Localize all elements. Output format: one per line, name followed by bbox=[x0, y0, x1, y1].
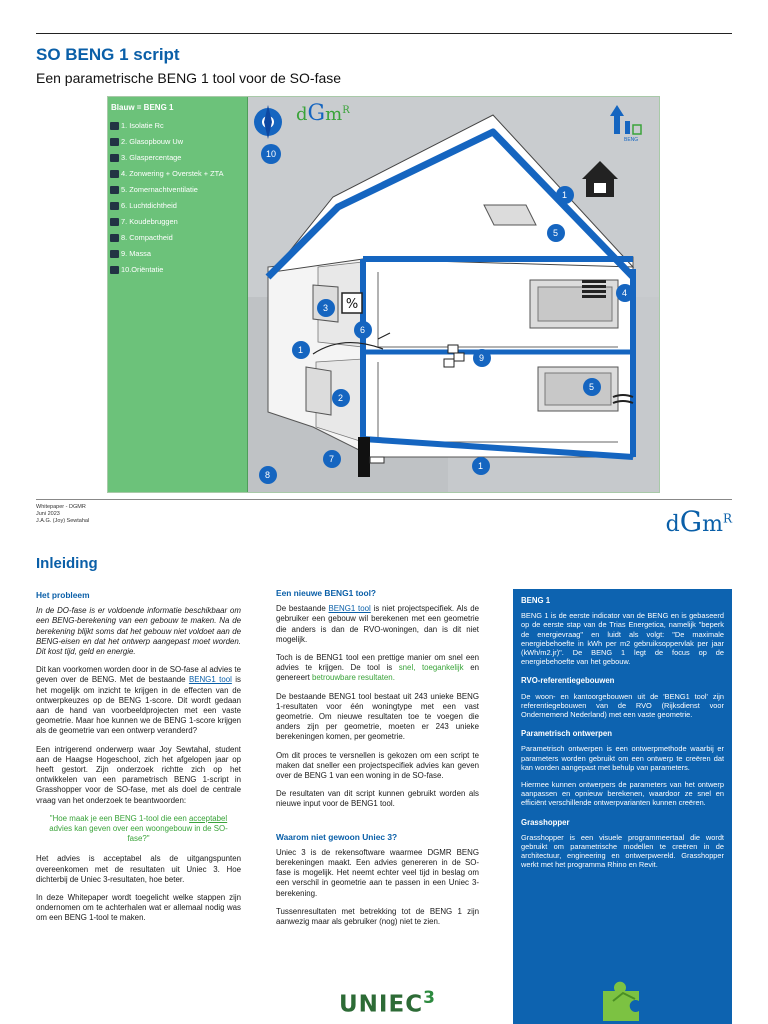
legend-item-koudebruggen: 7. Koudebruggen bbox=[110, 217, 178, 226]
marker-1-wall: 1 bbox=[298, 345, 304, 355]
section-heading: Inleiding bbox=[36, 555, 98, 572]
paragraph: De bestaande BENG1 tool is niet projectspecifiek. Als de gebruiker een gebouw wil berekenen met een geometrie die anders is dan de RVO-woningen, dan is dit niet mogelijk. bbox=[276, 604, 479, 644]
legend-title: Blauw = BENG 1 bbox=[111, 103, 174, 112]
compact-house-icon bbox=[110, 234, 119, 242]
sidebar-paragraph: Grasshopper is een visuele programmeertaal die wordt gebruikt om parametrische modellen te creëren in de architectuur, engineering en ontwerpwereld. Grasshopper werkt met het programma Rhino en Revit. bbox=[521, 832, 724, 870]
sidebar-paragraph: BENG 1 is de eerste indicator van de BENG en is gebaseerd op de eerste stap van de Trias Energetica, namelijk "beperk de energievraag" en luidt als volgt: "De maximale energiebehoefte in kWh per m2 gebruiksoppervlak per jaar (kWh/m2.jr)". De BENG 1 legt de focus op de energiebehoefte van het gebouw. bbox=[521, 611, 724, 667]
blinds-icon bbox=[110, 170, 119, 178]
document-meta: Whitepaper - DGMR Juni 2023 J.A.G. (Joy) Sewtahal bbox=[36, 504, 90, 524]
heading-nieuwe-tool: Een nieuwe BENG1 tool? bbox=[276, 588, 377, 598]
grasshopper-puzzle-icon bbox=[593, 971, 653, 1021]
sidebar-paragraph: Hiermee kunnen ontwerpers de parameters van het ontwerp aanpassen en opnieuw berekenen, waardoor ze snel en efficiënt verschillende ontwerpvarianten kunnen creëren. bbox=[521, 780, 724, 808]
marker-7: 7 bbox=[329, 454, 335, 464]
marker-1-roof: 1 bbox=[562, 190, 568, 200]
info-sidebar bbox=[513, 589, 732, 1024]
paragraph: Uniec 3 is de rekensoftware waarmee DGMR BENG berekeningen maakt. Een advies genereren in de SO-fase is mogelijk. Het neemt echter veel tijd in beslag om een verschil in geometrie aan te passen in een Uniec 3-berekening. bbox=[276, 847, 479, 898]
percent-icon bbox=[110, 154, 119, 162]
heading-uniec: Waarom niet gewoon Uniec 3? bbox=[276, 831, 398, 842]
paragraph: Een intrigerend onderwerp waar Joy Sewtahal, student aan de Haagse Hogeschool, zich het afgelopen jaar op heeft gestort. Zijn onderzoek richtte zich op het ontwikkelen van een parametrisch BENG 1-script in Grasshopper voor de SO-fase, met als doel de centrale vraag van het onderzoek te beantwoorden: bbox=[36, 744, 241, 805]
research-question: "Hoe maak je een BENG 1-tool die een acceptabel advies kan geven over een woongebouw in de SO-fase?" bbox=[49, 813, 228, 844]
legend-item-glaspercentage: 3. Glaspercentage bbox=[110, 153, 181, 162]
thermal-bridge-icon bbox=[110, 218, 119, 226]
house-icon bbox=[110, 122, 119, 130]
page-subtitle: Een parametrische BENG 1 tool voor de SO-fase bbox=[36, 70, 342, 86]
paragraph: Het advies is acceptabel als de uitgangspunten overeenkomen met de resultaten uit Uniec 3. Hoe dichterbij de Uniec 3-resultaten, hoe beter. bbox=[36, 854, 241, 884]
legend-item-compactheid: 8. Compactheid bbox=[110, 233, 173, 242]
beng-label: BENG bbox=[624, 137, 639, 143]
legend-item-glasopbouw: 2. Glasopbouw Uw bbox=[110, 137, 183, 146]
legend-panel bbox=[108, 97, 248, 493]
marker-3: 3 bbox=[323, 303, 329, 313]
paragraph: In de DO-fase is er voldoende informatie beschikbaar om een BENG-berekening van een gebouw te maken. Na de berekening blijkt soms dat het gebouw niet voldoet aan de BENG-eisen en dat het ontwerp aangepast moet worden. Dit kost tijd, geld en energie. bbox=[36, 606, 241, 657]
marker-1-floor: 1 bbox=[478, 461, 484, 471]
divider bbox=[36, 499, 732, 500]
page-title: SO BENG 1 script bbox=[36, 45, 180, 64]
legend-item-zomernachtventilatie: 5. Zomernachtventilatie bbox=[110, 185, 198, 194]
marker-4: 4 bbox=[622, 288, 628, 298]
top-rule bbox=[36, 33, 732, 34]
sidebar-heading-grasshopper: Grasshopper bbox=[521, 817, 570, 827]
dgmr-logo: dGm$^R$ bbox=[665, 505, 732, 538]
marker-5-window: 5 bbox=[589, 382, 595, 392]
marker-10: 10 bbox=[266, 149, 277, 159]
legend-item-isolatie: 1. Isolatie Rc bbox=[110, 121, 164, 130]
sidebar-heading-parametrisch: Parametrisch ontwerpen bbox=[521, 729, 612, 739]
beng1-tool-link[interactable]: BENG1 tool bbox=[328, 604, 371, 614]
marker-8: 8 bbox=[265, 470, 271, 480]
window-icon bbox=[110, 138, 119, 146]
mass-icon bbox=[110, 250, 119, 258]
paragraph: De bestaande BENG1 tool bestaat uit 243 unieke BENG 1-resultaten voor één woningtype met een vast geometrie. Om nieuwe resultaten toe te voegen die anders zijn per geometrie, moeten er 243 unieke berekeningen komen, per geometrie. bbox=[276, 691, 479, 742]
legend-item-orientatie: 10.Oriëntatie bbox=[110, 265, 163, 274]
marker-2: 2 bbox=[338, 393, 344, 403]
paragraph: Tussenresultaten met betrekking tot de BENG 1 zijn aanwezig maar als gebruiker (nog) niet te zien. bbox=[276, 906, 479, 927]
beng1-tool-link[interactable]: BENG1 tool bbox=[188, 675, 232, 685]
sidebar-heading-beng1: BENG 1 bbox=[521, 596, 551, 605]
sidebar-paragraph: De woon- en kantoorgebouwen uit de 'BENG1 tool' zijn referentiegebouwen van de RVO (Rijksdienst voor Ondernemend Nederland) met een vaste geometrie. bbox=[521, 691, 724, 720]
legend-item-luchtdichtheid: 6. Luchtdichtheid bbox=[110, 201, 177, 210]
airflow-icon bbox=[110, 202, 119, 210]
column-2 bbox=[276, 588, 479, 935]
marker-9: 9 bbox=[479, 353, 485, 363]
paragraph: Toch is de BENG1 tool een prettige manier om snel een advies te krijgen. De tool is snel, toegankelijk en genereert betrouwbare resultaten. bbox=[276, 653, 479, 683]
paragraph: Dit kan voorkomen worden door in de SO-fase al advies te geven over de BENG. Met de bestaande BENG1 tool is het mogelijk om inzicht te krijgen in de effecten van de ontwerpkeuzes op de BENG 1-score. Dit wordt gedaan aan de hand van voorbeeldprojecten met een vaste geometrie. Maar hoe kunnen we de BENG 1-score krijgen als de geometrie van een ontwerp veranderd? bbox=[36, 665, 241, 736]
sidebar-paragraph: Parametrisch ontwerpen is een ontwerpmethode waarbij er parameters worden gebruikt om een ontwerp te creëren dat kan worden aangepast met behulp van parameters. bbox=[521, 744, 724, 772]
paragraph: In deze Whitepaper wordt toegelicht welke stappen zijn ondernomen om te achterhalen wat er allemaal nodig was om een BENG 1-tool te maken. bbox=[36, 893, 241, 923]
wind-moon-icon bbox=[110, 186, 119, 194]
compass-icon bbox=[110, 266, 119, 274]
marker-5-skylight: 5 bbox=[553, 228, 559, 238]
paragraph: De resultaten van dit script kunnen gebruikt worden als nieuwe input voor de BENG1 tool. bbox=[276, 789, 479, 809]
legend-item-zonwering: 4. Zonwering + Overstek + ZTA bbox=[110, 169, 224, 178]
acceptabel-link[interactable]: acceptabel bbox=[189, 813, 228, 823]
paragraph: Om dit proces te versnellen is gekozen om een script te maken dat sneller een projectspecifiek advies kan geven over de BENG 1 van een woning in de SO-fase. bbox=[276, 750, 479, 781]
hero-illustration bbox=[107, 96, 660, 493]
uniec3-logo: UNIEC$^3$ bbox=[339, 988, 436, 1018]
legend-item-massa: 9. Massa bbox=[110, 249, 151, 258]
marker-6: 6 bbox=[360, 325, 366, 335]
heading-het-probleem: Het probleem bbox=[36, 590, 90, 600]
column-1 bbox=[36, 590, 241, 932]
hero-dgmr-logo: dGm$^R$ bbox=[296, 101, 350, 126]
svg-text:%: % bbox=[345, 297, 359, 312]
sidebar-heading-rvo: RVO-referentiegebouwen bbox=[521, 676, 615, 686]
